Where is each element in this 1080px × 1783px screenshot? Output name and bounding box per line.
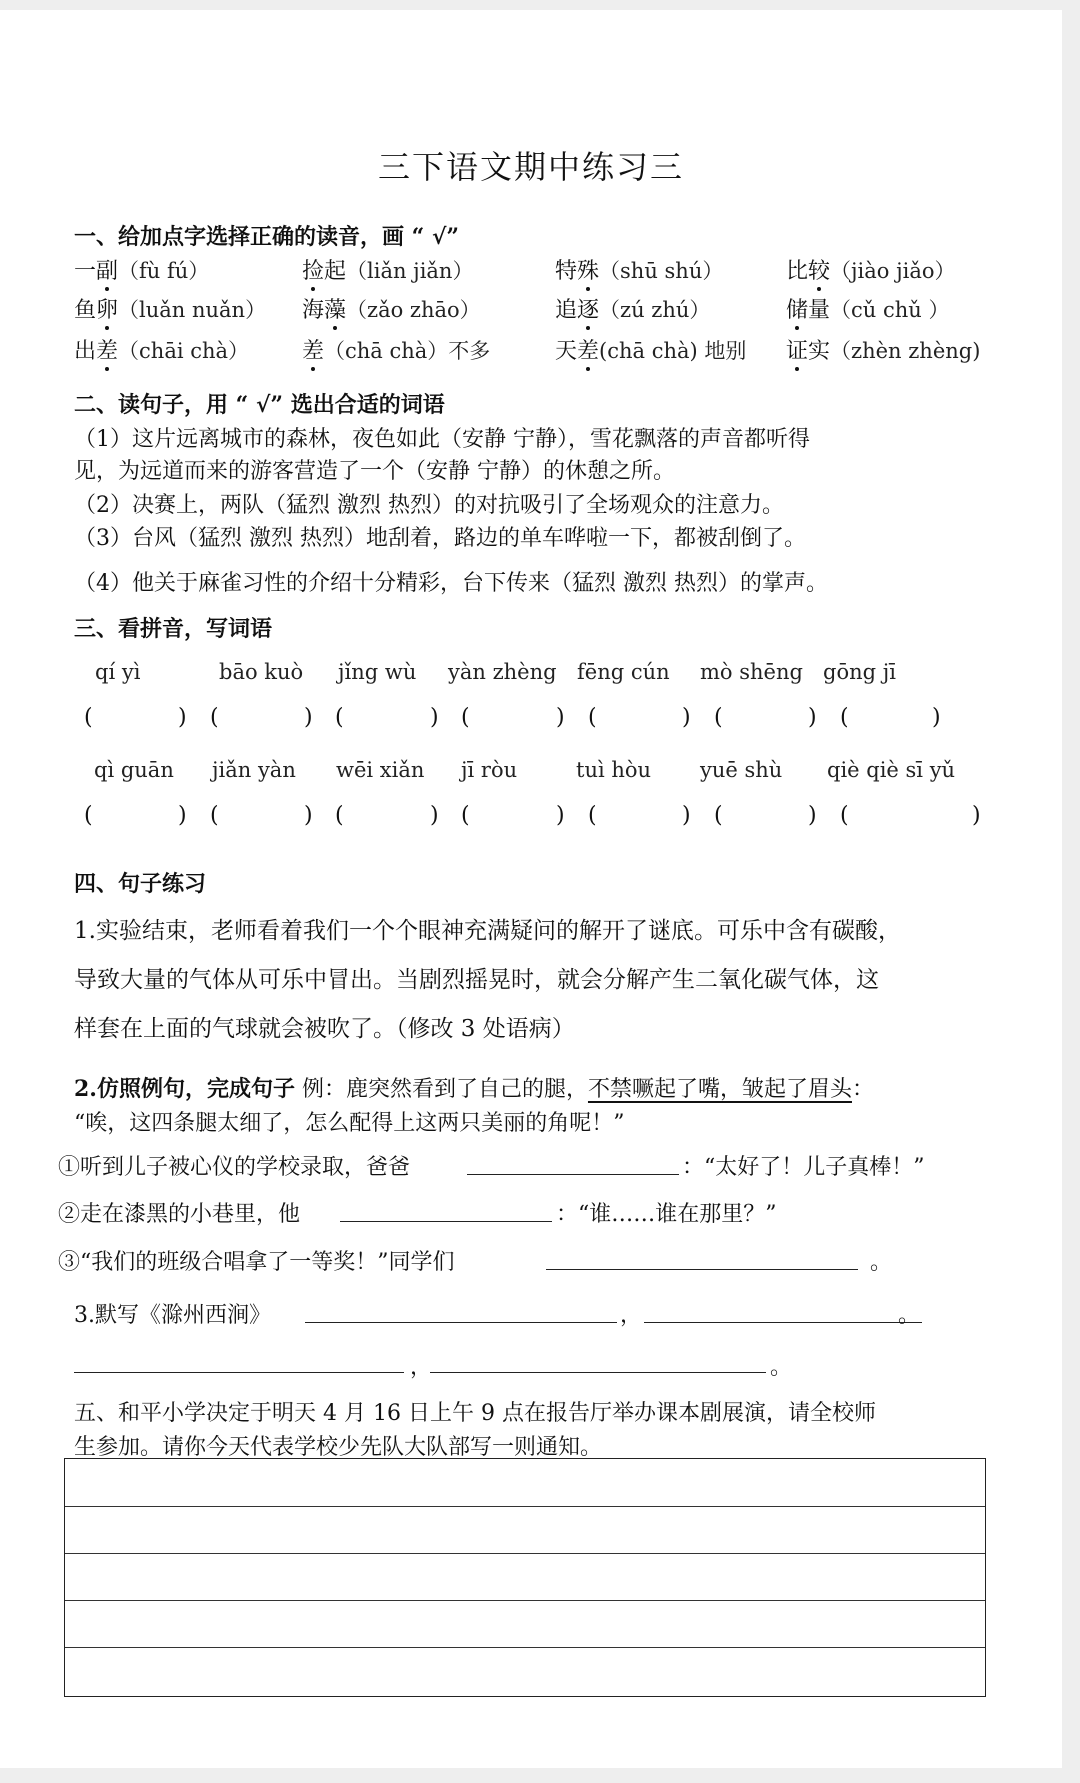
q2-example-post: ： (851, 1077, 874, 1102)
answer-box-open[interactable]: ( (840, 803, 849, 828)
q2-item2-post: ：“谁……谁在那里？” (556, 1202, 777, 1227)
pinyin-label: jǐng wù (338, 660, 417, 684)
blank-line[interactable] (467, 1174, 679, 1175)
pinyin-options: （luǎn nuǎn） (118, 298, 267, 322)
period: 。 (898, 1303, 921, 1328)
answer-box-open[interactable]: ( (714, 705, 723, 730)
pinyin-options: （zhèn zhèng) (830, 339, 981, 363)
answer-box-close: ) (556, 705, 565, 730)
word-char: 追 (555, 298, 578, 323)
q2-item1-pre: ①听到儿子被心仪的学校录取，爸爸 (58, 1155, 411, 1180)
dotted-char: 副 (96, 254, 118, 285)
pinyin-label: wēi xiǎn (336, 758, 425, 782)
pronunciation-item[interactable] (302, 254, 473, 285)
pinyin-options: (chā chà) 地别 (599, 339, 747, 363)
word-char: 海 (302, 298, 325, 323)
word-char: 一 (74, 259, 97, 284)
answer-box-close: ) (972, 803, 981, 828)
word-char: 量 (808, 298, 831, 323)
period: 。 (770, 1355, 793, 1380)
pronunciation-item[interactable] (786, 334, 980, 365)
blank-line[interactable] (340, 1221, 552, 1222)
pronunciation-item[interactable] (555, 293, 710, 324)
answer-box-close: ) (430, 803, 439, 828)
pinyin-label: qiè qiè sī yǔ (827, 758, 956, 782)
pronunciation-item[interactable] (786, 293, 949, 324)
writing-line (65, 1506, 985, 1507)
answer-box-open[interactable]: ( (588, 705, 597, 730)
dotted-char: 逐 (577, 293, 599, 324)
pinyin-label: yàn zhèng (448, 660, 557, 684)
dotted-char: 差 (96, 334, 118, 365)
pronunciation-item[interactable] (555, 254, 723, 285)
pinyin-label: jī ròu (461, 758, 518, 782)
q2-label: 2.仿照例句，完成句子 (74, 1076, 295, 1102)
q2-item2-pre: ②走在漆黑的小巷里，他 (58, 1202, 301, 1227)
answer-box-close: ) (808, 803, 817, 828)
answer-box-open[interactable]: ( (714, 803, 723, 828)
q1-line: 样套在上面的气球就会被吹了。（修改 3 处语病） (74, 1016, 575, 1042)
pinyin-options: （liǎn jiǎn） (346, 259, 474, 283)
page-title: 三下语文期中练习三 (378, 148, 685, 186)
sentence-line: （2）决赛上，两队（猛烈 激烈 热烈）的对抗吸引了全场观众的注意力。 (74, 493, 784, 518)
section1-heading: 一、给加点字选择正确的读音，画 “ √” (74, 224, 460, 250)
pinyin-label: yuē shù (700, 758, 783, 782)
q2-item3-pre: ③“我们的班级合唱拿了一等奖！”同学们 (58, 1250, 455, 1275)
pinyin-label: mò shēng (700, 660, 803, 684)
writing-line (65, 1647, 985, 1648)
pinyin-options: （zú zhú） (599, 298, 711, 322)
pronunciation-item[interactable] (786, 254, 956, 285)
blank-line[interactable] (430, 1372, 766, 1373)
pinyin-label: tuì hòu (576, 758, 652, 782)
dotted-char: 差 (302, 334, 324, 365)
answer-box-open[interactable]: ( (461, 803, 470, 828)
answer-box-open[interactable]: ( (588, 803, 597, 828)
answer-box-open[interactable]: ( (335, 705, 344, 730)
q2-item3-post: 。 (870, 1250, 893, 1275)
answer-box-open[interactable]: ( (461, 705, 470, 730)
pronunciation-item[interactable] (555, 334, 746, 365)
dotted-char: 藻 (324, 293, 346, 324)
q2-item1-post: ：“太好了！儿子真棒！” (682, 1155, 925, 1180)
answer-box-open[interactable]: ( (840, 705, 849, 730)
blank-line[interactable] (644, 1322, 922, 1323)
word-char: 起 (324, 259, 347, 284)
q1-line: 导致大量的气体从可乐中冒出。当剧烈摇晃时，就会分解产生二氧化碳气体，这 (74, 967, 879, 993)
pinyin-label: fēng cún (577, 660, 670, 684)
writing-line (65, 1600, 985, 1601)
word-char: 比 (786, 259, 809, 284)
dotted-char: 捡 (302, 254, 324, 285)
pinyin-options: （zǎo zhāo） (346, 298, 481, 322)
answer-box-close: ) (682, 705, 691, 730)
sentence-line: 见，为远道而来的游客营造了一个（安静 宁静）的休憩之所。 (74, 459, 675, 484)
comma: ， (410, 1355, 433, 1380)
section5-line2: 生参加。请你今天代表学校少先队大队部写一则通知。 (74, 1435, 603, 1460)
section3-heading: 三、看拼音，写词语 (74, 616, 273, 642)
q2-example-pre: 例：鹿突然看到了自己的腿， (294, 1077, 588, 1102)
dotted-char: 证 (786, 334, 808, 365)
top-edge (0, 0, 1080, 10)
answer-box-close: ) (304, 705, 313, 730)
blank-line[interactable] (305, 1322, 617, 1323)
dotted-char: 殊 (577, 254, 599, 285)
answer-box-close: ) (304, 803, 313, 828)
q2-example-underlined: 不禁噘起了嘴，皱起了眉头 (587, 1077, 852, 1102)
answer-box-open[interactable]: ( (84, 705, 93, 730)
section5-line1: 五、和平小学决定于明天 4 月 16 日上午 9 点在报告厅举办课本剧展演，请全校师 (74, 1401, 876, 1426)
answer-box-close: ) (178, 705, 187, 730)
word-char: 鱼 (74, 298, 97, 323)
pronunciation-item[interactable] (74, 334, 249, 365)
comma: ， (620, 1303, 643, 1328)
word-char: 特 (555, 259, 578, 284)
sentence-line: （4）他关于麻雀习性的介绍十分精彩，台下传来（猛烈 激烈 热烈）的掌声。 (74, 571, 828, 596)
pinyin-options: （shū shú） (599, 259, 724, 283)
sentence-line: （1）这片远离城市的森林，夜色如此（安静 宁静），雪花飘落的声音都听得 (74, 427, 810, 452)
section4-heading: 四、句子练习 (74, 871, 207, 897)
pronunciation-item[interactable] (74, 254, 209, 285)
pinyin-options: （cǔ chǔ ） (830, 298, 950, 322)
pinyin-label: jiǎn yàn (212, 758, 296, 782)
q2-example-line2: “唉，这四条腿太细了，怎么配得上这两只美丽的角呢！” (74, 1111, 625, 1136)
answer-box-close: ) (430, 705, 439, 730)
answer-box-open[interactable]: ( (335, 803, 344, 828)
pronunciation-item[interactable] (302, 293, 481, 324)
writing-line (65, 1553, 985, 1554)
blank-line[interactable] (74, 1372, 404, 1373)
answer-box-open[interactable]: ( (210, 705, 219, 730)
answer-box-close: ) (178, 803, 187, 828)
pinyin-options: （fù fú） (118, 259, 210, 283)
dotted-char: 储 (786, 293, 808, 324)
answer-box-close: ) (808, 705, 817, 730)
pinyin-options: （jiào jiǎo） (830, 259, 956, 283)
answer-box-close: ) (682, 803, 691, 828)
right-edge (1062, 0, 1080, 1783)
pinyin-label: bāo kuò (219, 660, 304, 684)
q1-line: 1.实验结束，老师看着我们一个个眼神充满疑问的解开了谜底。可乐中含有碳酸， (74, 918, 901, 944)
pronunciation-item[interactable] (302, 334, 490, 365)
sentence-line: （3）台风（猛烈 激烈 热烈）地刮着，路边的单车哗啦一下，都被刮倒了。 (74, 526, 806, 551)
pinyin-label: qì guān (94, 758, 174, 782)
word-char: 出 (74, 339, 97, 364)
blank-line[interactable] (546, 1269, 858, 1270)
pinyin-label: qí yì (95, 660, 141, 684)
pinyin-options: （chā chà）不多 (324, 339, 491, 363)
word-char: 天 (555, 339, 578, 364)
pinyin-label: gōng jī (823, 660, 896, 684)
answer-box-close: ) (932, 705, 941, 730)
answer-box-close: ) (556, 803, 565, 828)
dotted-char: 差 (577, 334, 599, 365)
bottom-edge (0, 1768, 1080, 1783)
section2-heading: 二、读句子，用 “ √” 选出合适的词语 (74, 392, 445, 418)
q2-line1 (74, 1072, 874, 1103)
word-char: 实 (808, 339, 831, 364)
q3-label: 3.默写《滁州西涧》 (74, 1303, 271, 1328)
pinyin-options: （chāi chà） (118, 339, 250, 363)
pronunciation-item[interactable] (74, 293, 266, 324)
dotted-char: 卵 (96, 293, 118, 324)
answer-box-open[interactable]: ( (210, 803, 219, 828)
answer-box-open[interactable]: ( (84, 803, 93, 828)
dotted-char: 较 (808, 254, 830, 285)
writing-box[interactable] (64, 1458, 986, 1697)
